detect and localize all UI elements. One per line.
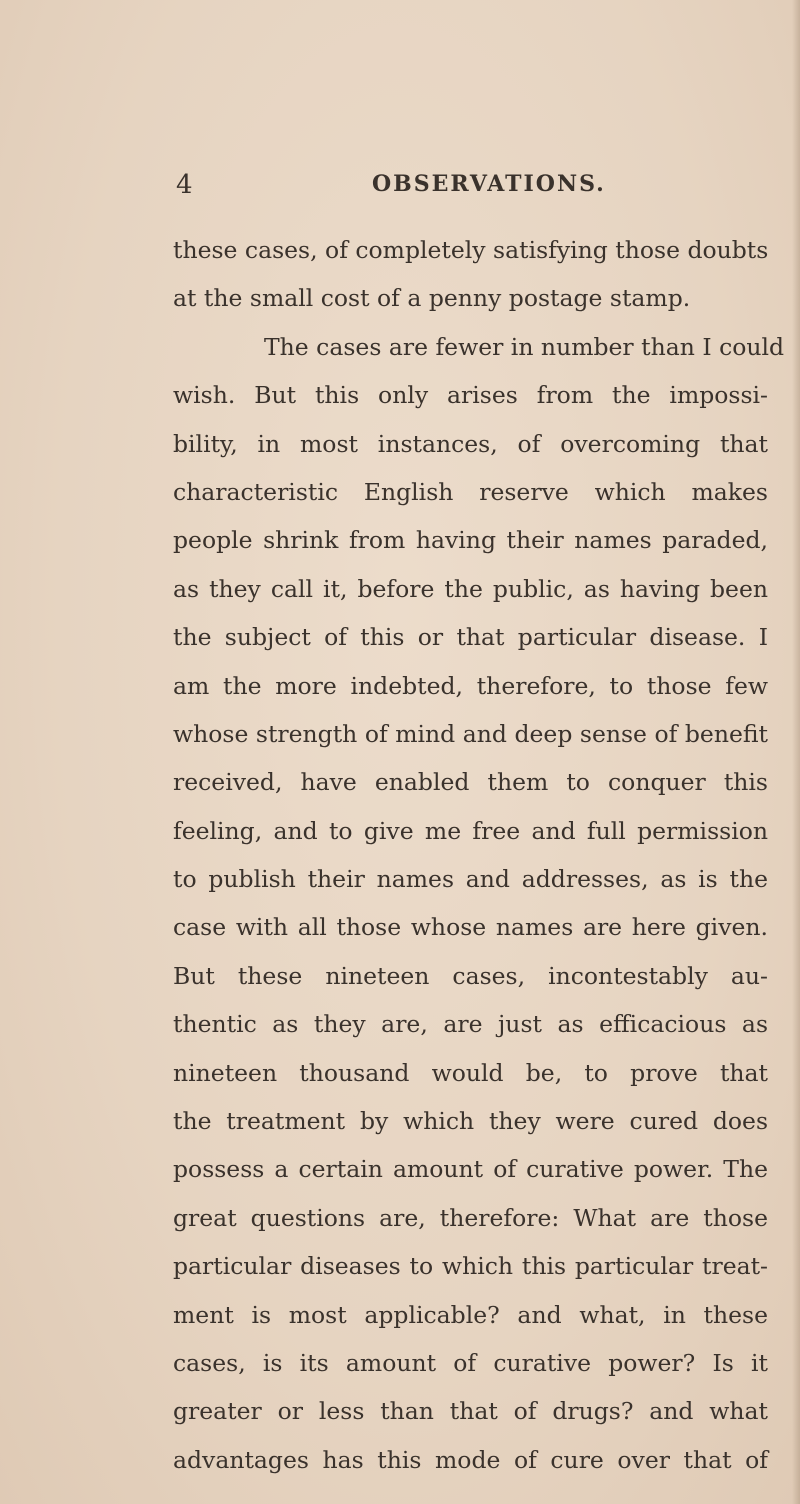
page-header — [0, 170, 800, 200]
running-head: OBSERVATIONS. — [372, 171, 606, 197]
text-line: these cases, of completely satisfying those doubts — [173, 236, 769, 264]
text-line: the subject of this or that particular disease. I — [173, 623, 768, 652]
text-line: at the small cost of a penny postage stamp. — [173, 284, 691, 313]
text-line: received, have enabled them to conquer this — [173, 768, 768, 797]
text-line: characteristic English reserve which makes — [173, 477, 768, 506]
text-line: whose strength of mind and deep sense of benefit — [173, 719, 768, 748]
text-line: ment is most applicable? and what, in these — [173, 1300, 768, 1329]
text-line: thentic as they are, are just as efficacious as — [173, 1010, 768, 1039]
text-line: nineteen thousand would be, to prove that — [173, 1058, 768, 1087]
page-number: 4 — [176, 170, 194, 200]
text-line: greater or less than that of drugs? and what — [173, 1397, 768, 1426]
text-line: as they call it, before the public, as having been — [173, 574, 768, 603]
page-edge-shadow — [792, 0, 800, 1504]
body-text — [173, 236, 785, 1494]
text-line: feeling, and to give me free and full permission — [173, 816, 768, 845]
text-line: particular diseases to which this particular treat- — [173, 1252, 768, 1281]
text-line: bility, in most instances, of overcoming that — [173, 429, 768, 458]
text-line: cases, is its amount of curative power? Is it — [173, 1348, 768, 1377]
text-line: great questions are, therefore: What are those — [173, 1203, 768, 1232]
text-line: am the more indebted, therefore, to those few — [173, 671, 768, 700]
paragraph-start-line: The cases are fewer in number than I could — [264, 332, 785, 361]
text-line: But these nineteen cases, incontestably au- — [173, 961, 768, 990]
text-line: to publish their names and addresses, as is the — [173, 865, 768, 894]
text-line: case with all those whose names are here given. — [173, 913, 768, 942]
text-line: the treatment by which they were cured does — [173, 1107, 768, 1136]
text-line: people shrink from having their names paraded, — [173, 526, 768, 555]
text-line: possess a certain amount of curative power. The — [173, 1155, 768, 1184]
text-line: advantages has this mode of cure over that of — [173, 1445, 768, 1474]
text-line: wish. But this only arises from the impossi- — [173, 381, 768, 410]
